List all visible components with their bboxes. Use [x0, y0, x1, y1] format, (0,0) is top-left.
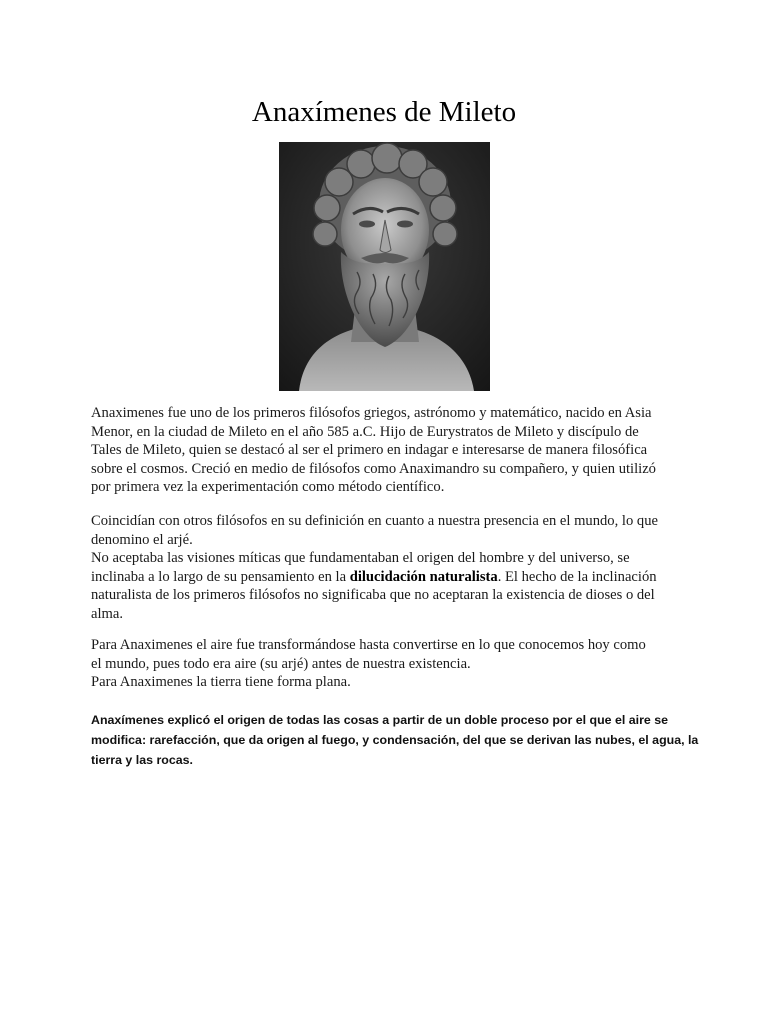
- bust-illustration: [279, 142, 490, 391]
- paragraph-arje: [91, 512, 681, 624]
- bold-term: dilucidación naturalista: [349, 568, 498, 585]
- page-title: Anaxímenes de Mileto: [251, 96, 517, 128]
- text-line: Coincidían con otros filósofos en su definición en cuanto a nuestra presencia en el mundo, lo que: [91, 513, 658, 529]
- text-line: Anaxímenes explicó el origen de todas las cosas a partir de un doble proceso por el que el aire se: [91, 713, 669, 727]
- text-line: naturalista de los primeros filósofos no significaba que no aceptaran la existencia de dioses o del: [91, 587, 655, 604]
- text-line: Para Anaximenes la tierra tiene forma plana.: [91, 674, 351, 691]
- text-line: por primera vez la experimentación como método científico.: [91, 479, 445, 496]
- text-line: tierra y las rocas.: [91, 753, 193, 767]
- text-segment: inclinaba a lo largo de su pensamiento en la: [91, 568, 350, 585]
- paragraph-aire: [91, 636, 681, 692]
- text-line-mixed: [91, 568, 681, 587]
- text-line: Tales de Mileto, quien se destacó al ser el primero en indagar e interesarse de manera filosófica: [91, 442, 648, 459]
- text-line: alma.: [91, 605, 124, 622]
- text-segment: . El hecho de la inclinación: [497, 568, 657, 585]
- text-line: el mundo, pues todo era aire (su arjé) antes de nuestra existencia.: [91, 655, 471, 672]
- text-line: sobre el cosmos. Creció en medio de filósofos como Anaximandro su compañero, y quien utilizó: [91, 460, 656, 477]
- text-line: No aceptaba las visiones míticas que fundamentaban el origen del hombre y del universo, se: [91, 550, 630, 567]
- text-line: Anaximenes fue uno de los primeros filósofos griegos, astrónomo y matemático, nacido en Asia: [91, 405, 652, 421]
- text-line: denomino el arjé.: [91, 531, 193, 548]
- text-line: Para Anaximenes el aire fue transformándose hasta convertirse en lo que conocemos hoy como: [91, 637, 646, 653]
- paragraph-biography: [91, 404, 681, 497]
- portrait-image: [279, 142, 490, 391]
- text-line: Menor, en la ciudad de Mileto en el año 585 a.C. Hijo de Eurystratos de Mileto y discípulo de: [91, 423, 639, 440]
- text-line: modifica: rarefacción, que da origen al fuego, y condensación, del que se derivan las nubes, el agua, la: [91, 733, 699, 747]
- paragraph-explanation: [91, 710, 699, 770]
